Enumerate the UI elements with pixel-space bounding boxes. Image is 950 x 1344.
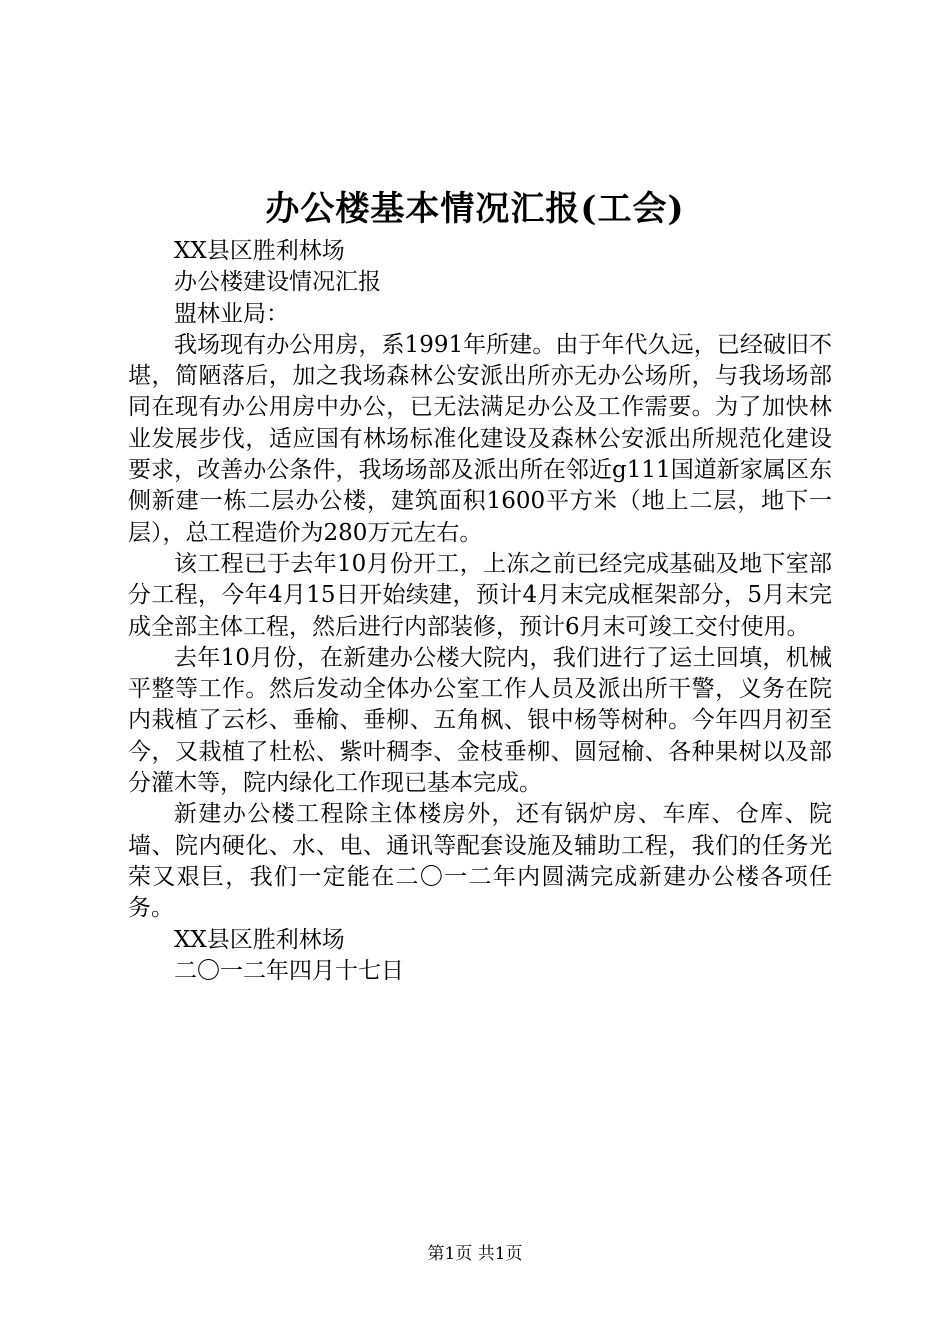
page-footer <box>0 1242 950 1266</box>
date-line: 二〇一二年四月十七日 <box>174 957 404 984</box>
paragraph-3: 去年10月份，在新建办公楼大院内，我们进行了运土回填，机械平整等工作。然后发动全体办公室工作人员及派出所干警，义务在院内栽植了云杉、垂榆、垂柳、五角枫、银中杨等树种。今年四月初至今，又栽植了杜松、紫叶稠李、金枝垂柳、圆冠榆、各种果树以及部分灌木等，院内绿化工作现已基本完成。 <box>128 644 832 797</box>
paragraph-4: 新建办公楼工程除主体楼房外，还有锅炉房、车库、仓库、院墙、院内硬化、水、电、通讯等配套设施及辅助工程，我们的任务光荣又艰巨，我们一定能在二〇一二年内圆满完成新建办公楼各项任务。 <box>128 801 832 922</box>
report-subtitle-line: 办公楼建设情况汇报 <box>174 269 381 296</box>
document-body <box>128 236 832 987</box>
paragraph-1: 我场现有办公用房，系1991年所建。由于年代久远，已经破旧不堪，简陋落后，加之我场森林公安派出所亦无办公场所，与我场场部同在现有办公用房中办公，已无法满足办公及工作需要。为了加快林业发展步伐，适应国有林场标准化建设及森林公安派出所规范化建设要求，改善办公条件，我场场部及派出所在邻近g111国道新家属区东侧新建一栋二层办公楼，建筑面积1600平方米（地上二层，地下一层），总工程造价为280万元左右。 <box>128 331 832 546</box>
paragraph-2: 该工程已于去年10月份开工，上冻之前已经完成基础及地下室部分工程，今年4月15日开始续建，预计4月末完成框架部分，5月末完成全部主体工程，然后进行内部装修，预计6月末可竣工交付使用。 <box>128 550 832 640</box>
org-name-line: XX县区胜利林场 <box>174 238 345 264</box>
addressee-line: 盟林业局： <box>174 300 289 327</box>
document-title: 办公楼基本情况汇报(工会) <box>265 189 685 229</box>
page-number-label: 第1页 共1页 <box>427 1244 523 1264</box>
signature-line: XX县区胜利林场 <box>174 926 345 953</box>
